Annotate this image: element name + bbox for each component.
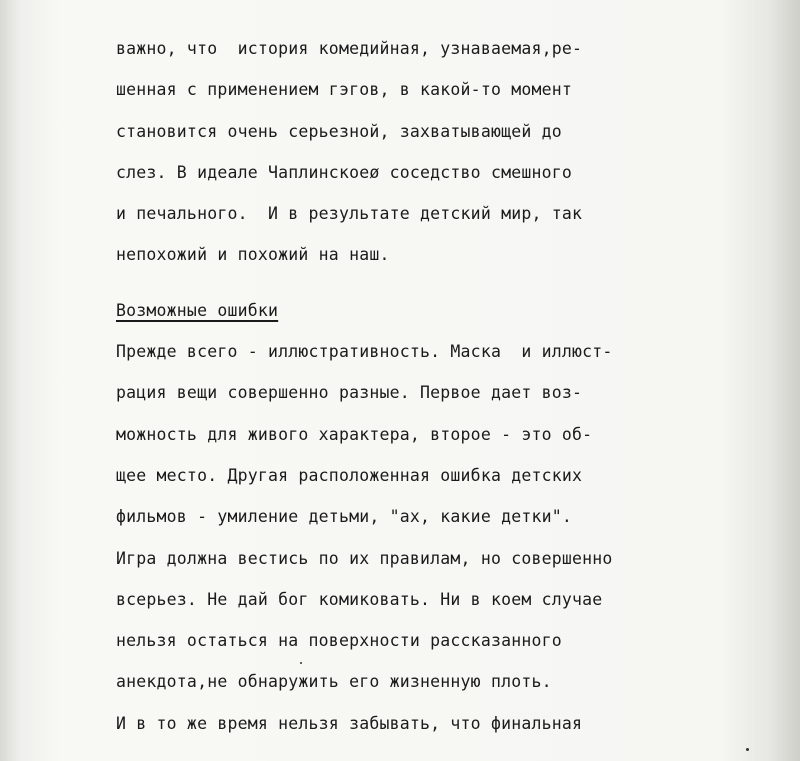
document-text [116, 28, 786, 744]
text-line: рация вещи совершенно разные. Первое дает воз- [116, 383, 583, 403]
text-line: можность для живого характера, второе - это об- [116, 424, 593, 444]
text-line: фильмов - умиление детьми, "ах, какие детки". [116, 507, 573, 527]
text-line: важно, что история комедийная, узнаваемая,ре- [116, 39, 583, 58]
text-line: шенная с применением гэгов, в какой-то момент [116, 80, 573, 100]
section-heading: Возможные ошибки [116, 300, 279, 320]
text-line: становится очень серьезной, захватывающей до [116, 121, 562, 141]
text-line: анекдота,не обнаружить его жизненную плоть. [116, 672, 552, 692]
ink-speck [746, 748, 749, 751]
text-line: И в то же время нельзя забывать, что финальная [116, 713, 583, 733]
text-line: и печального. И в результате детский мир, так [116, 204, 583, 224]
text-line: Игра должна вестись по их правилам, но совершенно [116, 548, 613, 568]
text-line: Прежде всего - иллюстративность. Маска и иллюст- [116, 342, 613, 362]
ink-speck [300, 662, 302, 664]
text-line: непохожий и похожий на наш. [116, 245, 390, 265]
paragraph-gap [116, 276, 786, 290]
text-line: всерьез. Не дай бог комиковать. Ни в коем случае [116, 589, 603, 609]
text-line: слез. В идеале Чаплинскоеø соседство смешного [116, 162, 573, 182]
text-line: нельзя остаться на поверхности рассказанного [116, 631, 562, 651]
text-line: щее место. Другая расположенная ошибка детских [116, 465, 583, 485]
